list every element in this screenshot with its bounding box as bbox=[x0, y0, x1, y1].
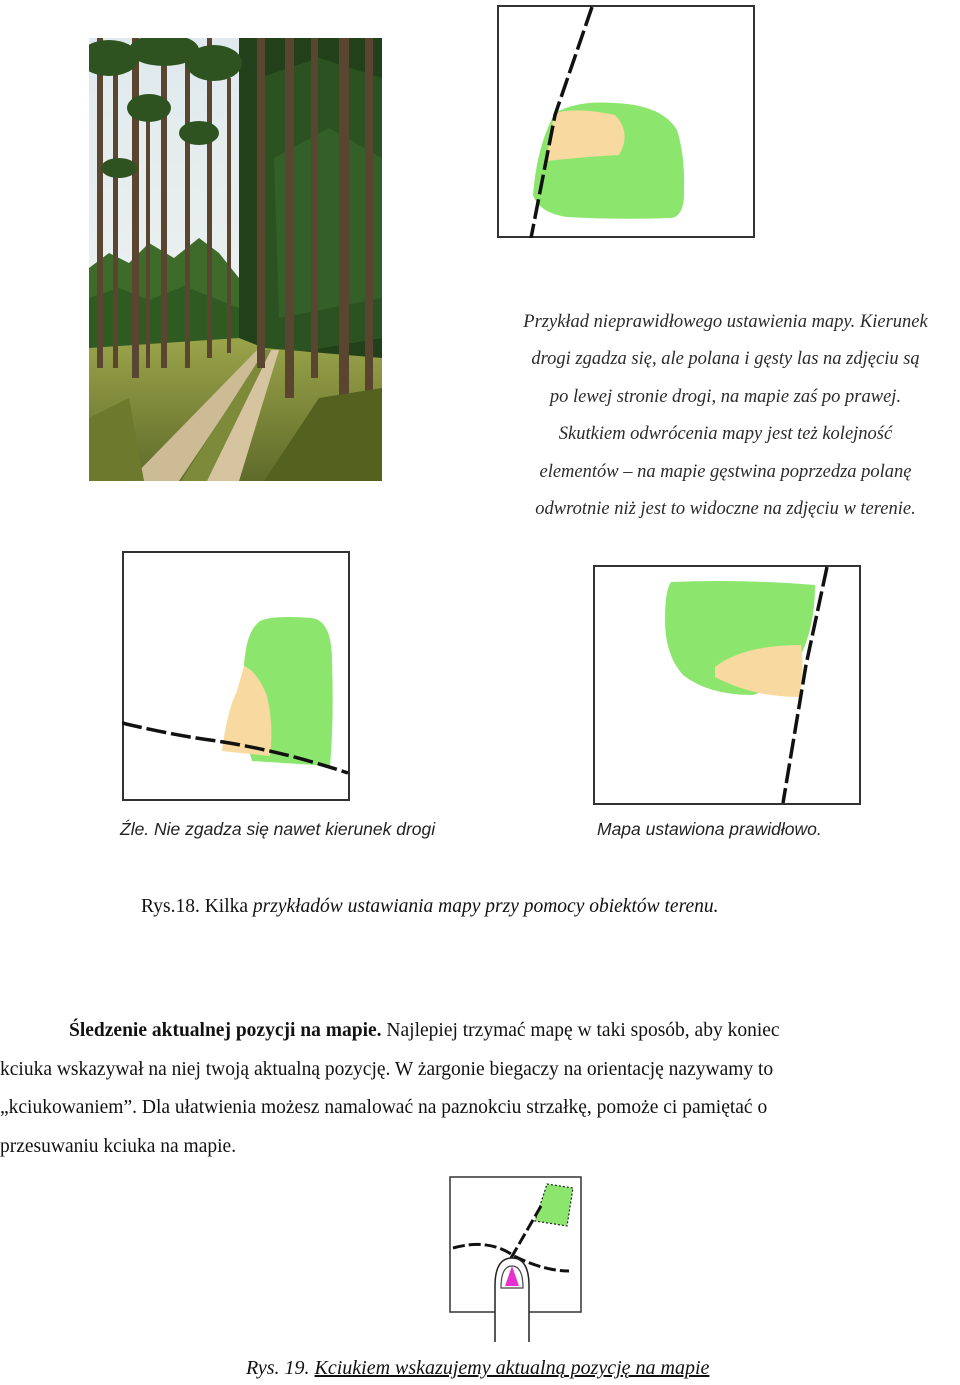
figure-18-prefix: Rys.18. Kilka bbox=[141, 896, 253, 917]
label-correct-orientation: Mapa ustawiona prawidłowo. bbox=[597, 819, 822, 839]
paragraph-lead: Śledzenie aktualnej pozycji na mapie. bbox=[69, 1020, 382, 1041]
paragraph-line bbox=[0, 1012, 960, 1051]
map-wrong-orientation bbox=[497, 5, 755, 238]
figure-18-title: przykładów ustawiania mapy przy pomocy obiektów terenu. bbox=[252, 896, 719, 917]
forest-road-photo bbox=[89, 38, 382, 481]
paragraph-thumbing bbox=[0, 1012, 960, 1166]
map-wrong-direction bbox=[122, 551, 350, 801]
caption-line: po lewej stronie drogi, na mapie zaś po prawej. bbox=[549, 386, 902, 407]
figure-18-caption bbox=[141, 896, 718, 918]
label-wrong-direction: Źle. Nie zgadza się nawet kierunek drogi bbox=[120, 819, 436, 839]
paragraph-line: „kciukowaniem”. Dla ułatwienia możesz namalować na paznokciu strzałkę, pomoże ci pamiętać o bbox=[0, 1097, 768, 1118]
caption-wrong-orientation bbox=[488, 304, 960, 529]
caption-line: Przykład nieprawidłowego ustawienia mapy. Kierunek bbox=[523, 311, 928, 332]
caption-line: elementów – na mapie gęstwina poprzedza polanę bbox=[539, 461, 912, 482]
paragraph-line: kciuka wskazywał na niej twoją aktualną pozycję. W żargonie biegaczy na orientację nazywamy to bbox=[0, 1058, 774, 1080]
caption-line: odwrotnie niż jest to widoczne na zdjęciu w terenie. bbox=[535, 499, 916, 519]
figure-19-caption bbox=[246, 1357, 709, 1380]
caption-line: Skutkiem odwrócenia mapy jest też kolejność bbox=[558, 424, 893, 444]
caption-line: drogi zgadza się, ale polana i gęsty las na zdjęciu są bbox=[531, 349, 920, 369]
paragraph-line: przesuwaniu kciuka na mapie. bbox=[0, 1135, 237, 1157]
paragraph-text: Najlepiej trzymać mapę w taki sposób, aby koniec bbox=[381, 1020, 780, 1041]
thumb-on-map-illustration bbox=[449, 1176, 582, 1342]
figure-19-prefix: Rys. 19. bbox=[246, 1357, 315, 1379]
figure-19-title: Kciukiem wskazujemy aktualną pozycję na mapie bbox=[314, 1357, 710, 1379]
map-correct-orientation bbox=[593, 565, 861, 805]
